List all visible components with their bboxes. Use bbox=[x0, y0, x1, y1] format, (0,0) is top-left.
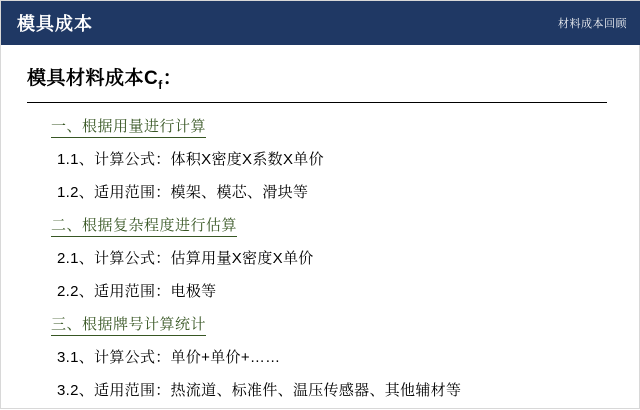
section-3-title-wrap bbox=[27, 313, 619, 338]
main-heading-subscript: f bbox=[158, 77, 163, 92]
list-item: 1.1、计算公式：体积X密度X系数X单价 bbox=[57, 150, 324, 168]
list-item: 3.1、计算公式：单价+单价+…… bbox=[57, 348, 281, 366]
list-item: 1.2、适用范围：模架、模芯、滑块等 bbox=[57, 183, 309, 201]
heading-underline bbox=[27, 102, 607, 103]
section-2 bbox=[27, 214, 619, 301]
list-item: 2.2、适用范围：电极等 bbox=[57, 282, 217, 300]
main-heading-suffix: ： bbox=[162, 68, 183, 89]
main-heading-prefix: 模具材料成本C bbox=[27, 68, 159, 89]
main-heading-wrap bbox=[27, 63, 619, 96]
section-1-title-wrap bbox=[27, 115, 619, 140]
section-2-title-wrap bbox=[27, 214, 619, 239]
list-item: 3.2、适用范围：热流道、标准件、温压传感器、其他辅材等 bbox=[57, 381, 462, 399]
section-title: 三、根据牌号计算统计 bbox=[51, 313, 206, 336]
slide-header bbox=[1, 1, 640, 45]
section-3 bbox=[27, 313, 619, 400]
slide-body bbox=[1, 45, 640, 410]
main-heading bbox=[27, 63, 182, 92]
header-subtitle: 材料成本回顾 bbox=[558, 18, 627, 30]
section-title: 二、根据复杂程度进行估算 bbox=[51, 214, 237, 237]
section-title: 一、根据用量进行计算 bbox=[51, 115, 206, 138]
page-title: 模具成本 bbox=[17, 14, 93, 34]
section-1 bbox=[27, 115, 619, 202]
list-item: 2.1、计算公式：估算用量X密度X单价 bbox=[57, 249, 314, 267]
